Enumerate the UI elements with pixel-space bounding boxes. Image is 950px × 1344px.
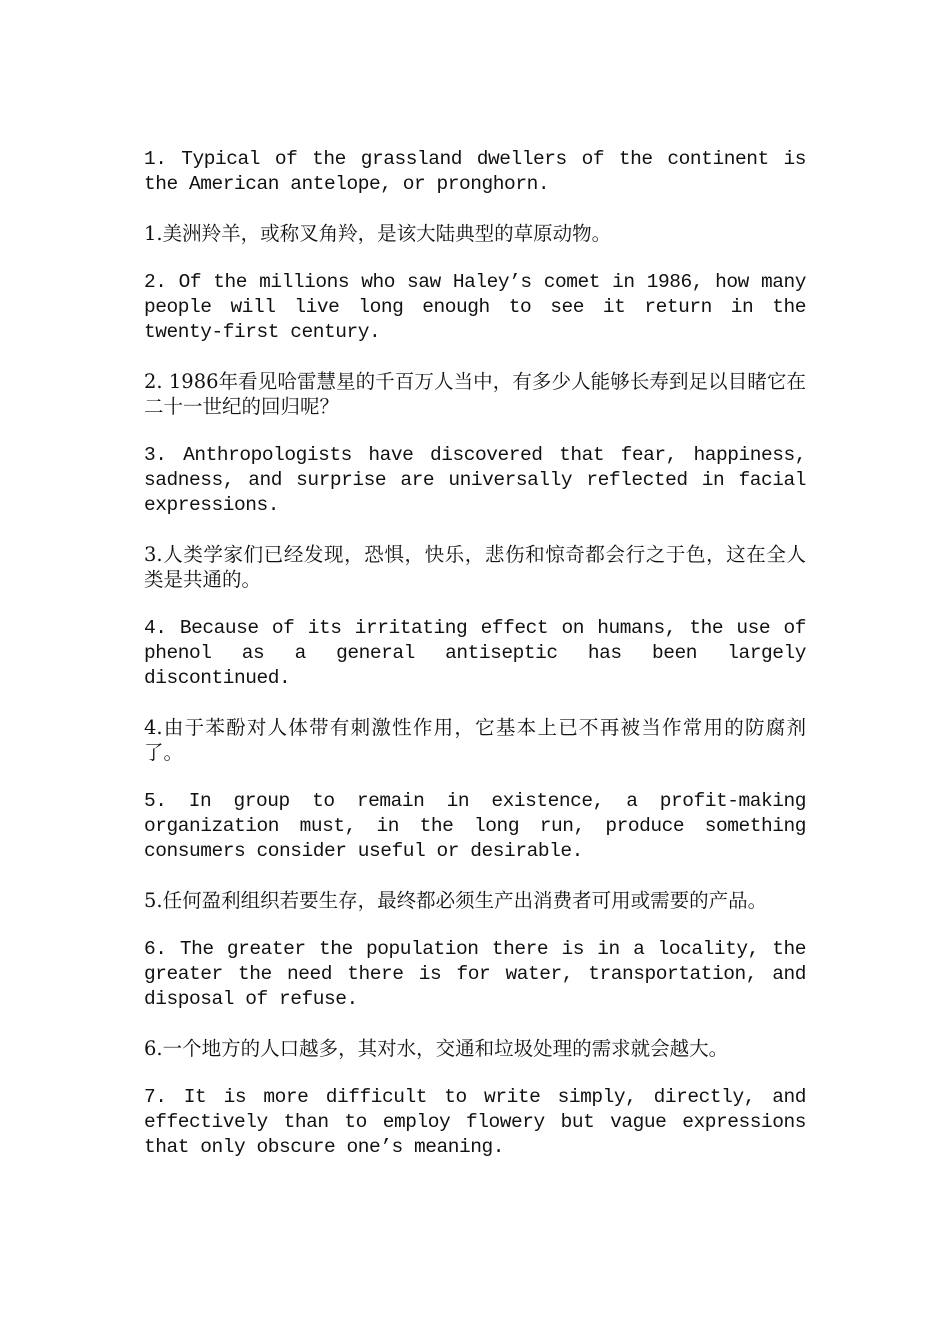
paragraph-chinese-6: 6.一个地方的人口越多，其对水，交通和垃圾处理的需求就会越大。 — [144, 1037, 729, 1060]
paragraph-english-6: 6. The greater the population there is in a locality, the greater the need there is for water, transportation, and disposal of refuse. — [144, 938, 806, 1010]
paragraph-english-2: 2. Of the millions who saw Haley’s comet in 1986, how many people will live long enough to see it return in the twenty-first century. — [144, 271, 806, 343]
paragraph-chinese-4: 4.由于苯酚对人体带有刺激性作用，它基本上已不再被当作常用的防腐剂了。 — [144, 716, 806, 764]
paragraph-english-3: 3. Anthropologists have discovered that fear, happiness, sadness, and surprise are universally reflected in facial expressions. — [144, 444, 806, 516]
paragraph-english-5: 5. In group to remain in existence, a profit-making organization must, in the long run, produce something consumers consider useful or desirable. — [144, 790, 806, 862]
paragraph-english-4: 4. Because of its irritating effect on humans, the use of phenol as a general antiseptic has been largely discontinued. — [144, 617, 806, 689]
paragraph-chinese-1: 1.美洲羚羊，或称叉角羚，是该大陆典型的草原动物。 — [144, 222, 612, 245]
paragraph-english-7: 7. It is more difficult to write simply, directly, and effectively than to employ flowery but vague expressions that only obscure one’s meaning. — [144, 1086, 806, 1158]
paragraph-english-1: 1. Typical of the grassland dwellers of the continent is the American antelope, or pronghorn. — [144, 148, 806, 195]
paragraph-chinese-5: 5.任何盈利组织若要生存，最终都必须生产出消费者可用或需要的产品。 — [144, 889, 768, 912]
paragraph-chinese-3: 3.人类学家们已经发现，恐惧，快乐，悲伤和惊奇都会行之于色，这在全人类是共通的。 — [144, 543, 806, 591]
paragraph-chinese-2: 2. 1986年看见哈雷慧星的千百万人当中，有多少人能够长寿到足以目睹它在二十一世纪的回归呢？ — [144, 370, 806, 418]
document-page — [144, 147, 806, 1184]
